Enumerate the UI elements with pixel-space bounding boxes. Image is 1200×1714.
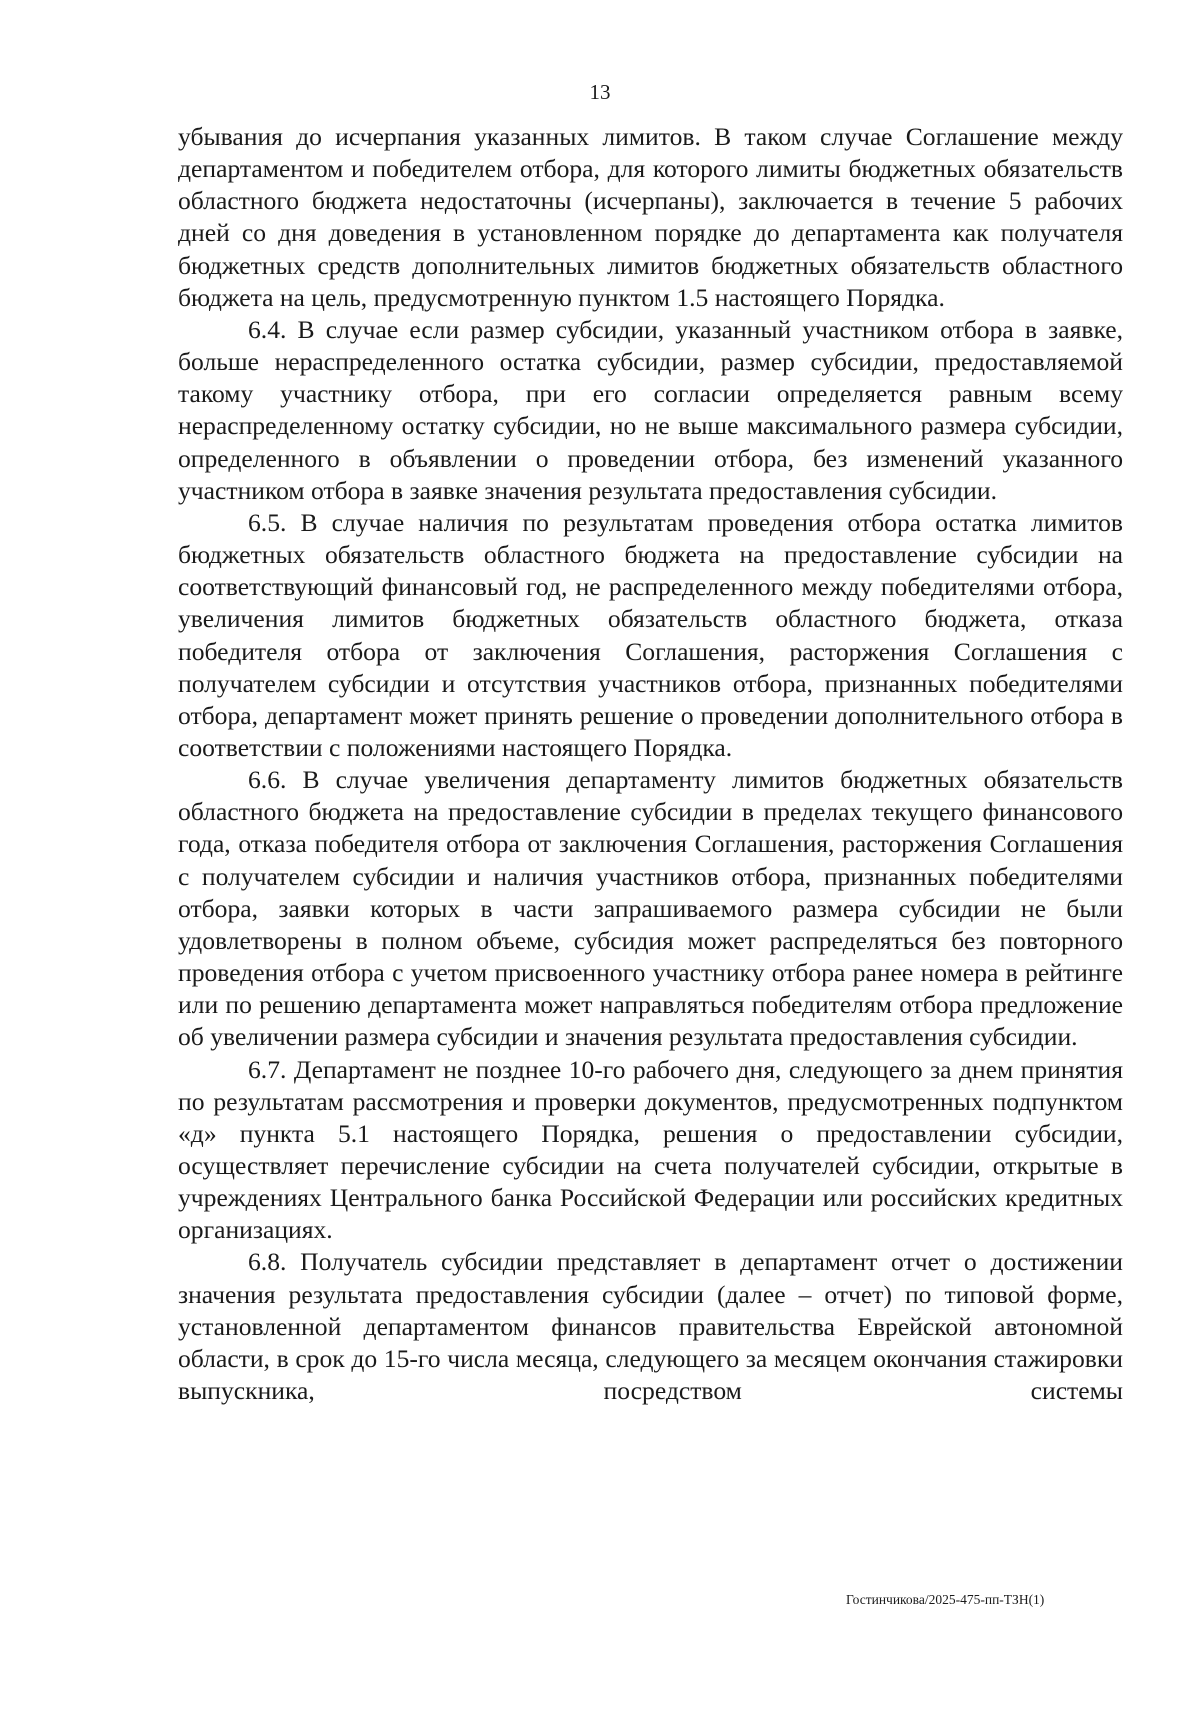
paragraph-6-5: 6.5. В случае наличия по результатам проведения отбора остатка лимитов бюджетных обязательств областного бюджета на предоставление субсидии на соответствующий финансовый год, не распределенного между победителями отбора, увеличения лимитов бюджетных обязательств областного бюджета, отказа победителя отбора от заключения Соглашения, расторжения Соглашения с получателем субсидии и отсутствия участников отбора, признанных победителями отбора, департамент может принять решение о проведении дополнительного отбора в соответствии с положениями настоящего Порядка. — [178, 507, 1123, 762]
paragraph-6-4: 6.4. В случае если размер субсидии, указанный участником отбора в заявке, больше нераспределенного остатка субсидии, размер субсидии, предоставляемой такому участнику отбора, при его согласии определяется равным всему нераспределенному остатку субсидии, но не выше максимального размера субсидии, определенного в объявлении о проведении отбора, без изменений указанного участником отбора в заявке значения результата предоставления субсидии. — [178, 314, 1123, 505]
paragraph-6-6: 6.6. В случае увеличения департаменту лимитов бюджетных обязательств областного бюджета на предоставление субсидии в пределах текущего финансового года, отказа победителя отбора от заключения Соглашения, расторжения Соглашения с получателем субсидии и наличия участников отбора, признанных победителями отбора, заявки которых в части запрашиваемого размера субсидии не были удовлетворены в полном объеме, субсидия может распределяться без повторного проведения отбора с учетом присвоенного участнику отбора ранее номера в рейтинге или по решению департамента может направляться победителям отбора предложение об увеличении размера субсидии и значения результата предоставления субсидии. — [178, 765, 1123, 1052]
document-body — [178, 121, 1123, 1407]
paragraph-continuation: убывания до исчерпания указанных лимитов. В таком случае Соглашение между департаментом и победителем отбора, для которого лимиты бюджетных обязательств областного бюджета недостаточны (исчерпаны), заключается в течение 5 рабочих дней со дня доведения в установленном порядке до департамента как получателя бюджетных средств дополнительных лимитов бюджетных обязательств областного бюджета на цель, предусмотренную пунктом 1.5 настоящего Порядка. — [178, 122, 1123, 312]
page-number: 13 — [589, 80, 611, 104]
document-registration-code: Гостинчикова/2025-475-пп-ТЗН(1) — [846, 1592, 1045, 1607]
paragraph-6-8: 6.8. Получатель субсидии представляет в департамент отчет о достижении значения результата предоставления субсидии (далее – отчет) по типовой форме, установленной департаментом финансов правительства Еврейской автономной области, в срок до 15-го числа месяца, следующего за месяцем окончания стажировки выпускника, посредством системы — [178, 1247, 1123, 1406]
paragraph-6-7: 6.7. Департамент не позднее 10-го рабочего дня, следующего за днем принятия по результатам рассмотрения и проверки документов, предусмотренных подпунктом «д» пункта 5.1 настоящего Порядка, решения о предоставлении субсидии, осуществляет перечисление субсидии на счета получателей субсидии, открытые в учреждениях Центрального банка Российской Федерации или российских кредитных организациях. — [178, 1054, 1123, 1245]
